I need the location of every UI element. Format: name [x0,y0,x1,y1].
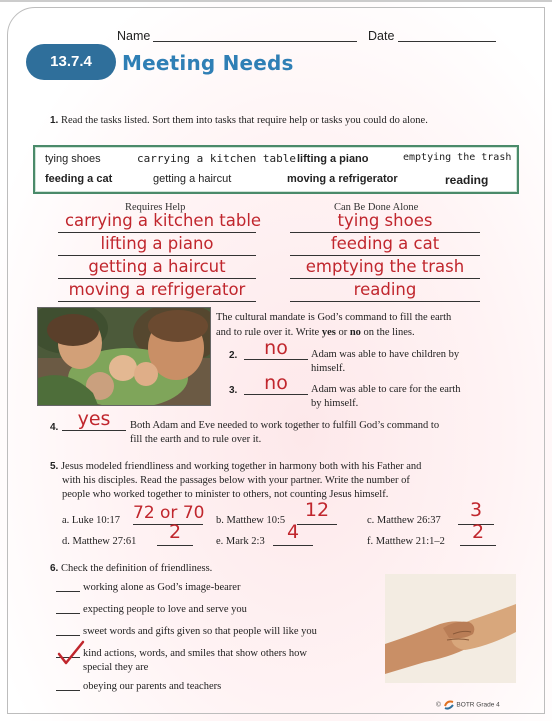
alone-answer[interactable]: reading [353,280,417,299]
q5-line-1 [50,460,530,474]
q1-number: 1. [50,115,59,126]
answer-line [58,255,256,256]
help-answer[interactable]: carrying a kitchen table [64,211,262,230]
checkmark-icon [56,640,86,666]
q1-text: Read the tasks listed. Sort them into tasks that require help or tasks you could do alone. [60,115,428,126]
q5-line-3: people who worked together to minister to others, not counting Jesus himself. [62,489,389,500]
publisher-logo-icon [443,700,455,710]
word-bank-item: getting a haircut [153,173,232,185]
q5-label-b: b. Matthew 10:5 [216,515,286,526]
q6-option-continued: special they are [83,662,149,673]
q5-answer-e[interactable]: 4 [286,521,300,543]
q5-number: 5. [50,461,59,472]
word-bank-item: reading [445,173,489,187]
q6-option: sweet words and gifts given so that people will like you [83,626,317,637]
q4-number: 4. [50,422,59,433]
mandate-text: and to rule over it. Write [216,327,322,338]
answer-line [58,301,256,302]
answer-line [157,545,193,546]
q5-label-a: a. Luke 10:17 [62,515,121,526]
q4-answer[interactable]: yes [77,408,111,430]
q6-prompt [50,562,350,576]
q5-line-2: with his disciples. Read the passages below with your partner. Write the number of [62,475,410,486]
q2-text: Adam was able to have children by [311,349,460,360]
q5-label-e: e. Mark 2:3 [216,536,265,547]
q6-option: obeying our parents and teachers [83,681,222,692]
q6-option: working alone as God’s image-bearer [83,582,241,593]
copyright-symbol: © [436,701,441,709]
mandate-or: or [335,327,350,338]
name-label: Name [117,29,151,43]
word-bank-item: carrying a kitchen table [137,152,296,165]
answer-line [290,278,480,279]
check-line[interactable] [56,690,80,691]
q6-option: kind actions, words, and smiles that show others how [83,648,307,659]
q5-label-d: d. Matthew 27:61 [62,536,137,547]
q5-answer-c[interactable]: 3 [469,499,483,521]
q1-prompt [50,114,520,128]
word-bank-item: lifting a piano [297,153,369,165]
q6-option: expecting people to love and serve you [83,604,247,615]
footer [436,700,500,710]
answer-line [273,545,313,546]
q3-answer[interactable]: no [264,372,288,394]
q5-answer-b[interactable]: 12 [304,499,330,521]
top-rule [0,0,552,2]
q5-label-c: c. Matthew 26:37 [367,515,441,526]
word-bank-item: emptying the trash [403,152,512,163]
adam-eve-family-illustration [37,307,211,406]
mandate-line-1: The cultural mandate is God’s command to fill the earth [216,312,452,323]
help-answer[interactable]: moving a refrigerator [68,280,246,299]
col-can-be-done-alone: Can Be Done Alone [334,202,419,213]
check-line[interactable] [56,635,80,636]
word-bank-item: tying shoes [45,153,101,165]
q6-number: 6. [50,563,59,574]
q5-answer-a[interactable]: 72 or 70 [133,503,205,523]
q5-text-1: Jesus modeled friendliness and working together in harmony both with his Father and [60,461,422,472]
q4-text-2: fill the earth and to rule over it. [130,434,262,445]
q5-answer-f[interactable]: 2 [471,521,485,543]
q4-text: Both Adam and Eve needed to work together to fulfill God’s command to [130,420,440,431]
answer-line [290,232,480,233]
alone-answer[interactable]: tying shoes [337,211,433,230]
answer-line [244,394,308,395]
check-line[interactable] [56,613,80,614]
help-answer[interactable]: getting a haircut [88,257,226,276]
name-line[interactable] [153,41,357,42]
answer-line [290,255,480,256]
alone-answer[interactable]: emptying the trash [305,257,465,276]
col-requires-help: Requires Help [125,202,186,213]
alone-answer[interactable]: feeding a cat [330,234,440,253]
word-bank-item: feeding a cat [45,173,113,185]
word-bank-item: moving a refrigerator [287,173,398,185]
lesson-badge [26,44,116,80]
clasped-hands-illustration [385,574,516,683]
answer-line [244,359,308,360]
q2-answer[interactable]: no [264,337,288,359]
answer-line [460,545,496,546]
mandate-no: no [349,327,361,338]
q3-text: Adam was able to care for the earth [311,384,461,395]
q6-text: Check the definition of friendliness. [60,563,213,574]
q5-label-f: f. Matthew 21:1–2 [367,536,445,547]
page-title: Meeting Needs [122,51,294,75]
check-line[interactable] [56,591,80,592]
q3-number: 3. [229,385,238,396]
help-answer[interactable]: lifting a piano [100,234,214,253]
q2-number: 2. [229,350,238,361]
q2-text-2: himself. [311,363,346,374]
answer-line [62,430,126,431]
q3-text-2: by himself. [311,398,359,409]
lesson-number: 13.7.4 [50,53,92,70]
word-bank [33,145,519,194]
date-line[interactable] [398,41,496,42]
mandate-yes: yes [321,327,336,338]
mandate-text-end: on the lines. [360,327,415,338]
q5-answer-d[interactable]: 2 [168,521,182,543]
footer-text: BOTR Grade 4 [456,701,500,709]
date-label: Date [368,29,395,43]
answer-line [58,232,256,233]
answer-line [58,278,256,279]
answer-line [290,301,480,302]
